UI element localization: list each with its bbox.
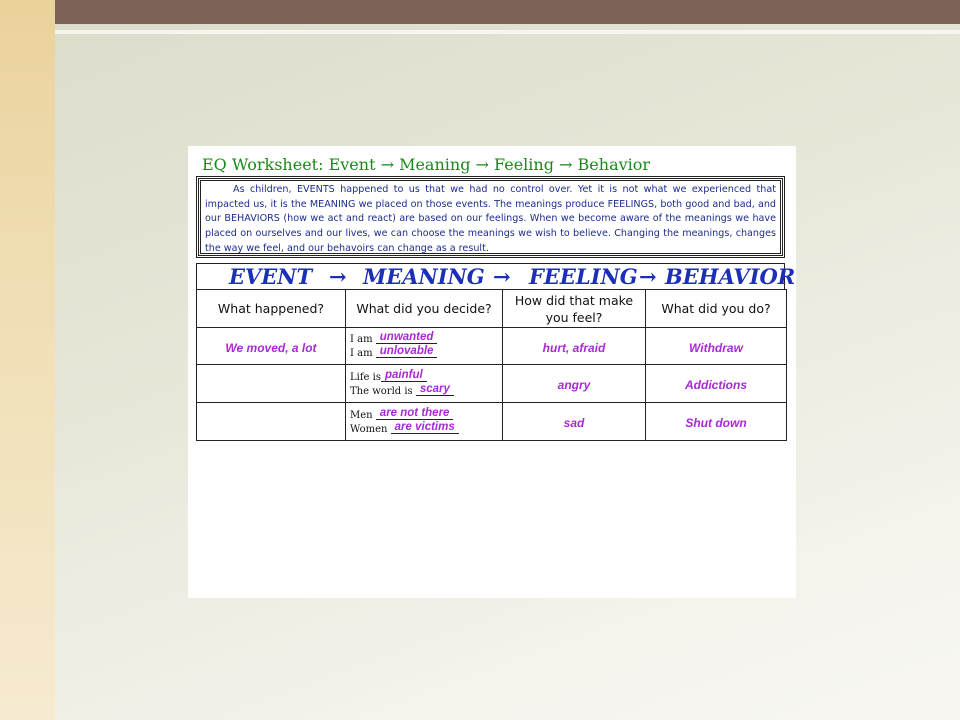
meaning-prefix: The world is	[350, 385, 413, 397]
meaning-line	[350, 384, 498, 398]
meaning-line	[350, 346, 498, 360]
meaning-cell	[346, 328, 503, 365]
behavior-answer: Withdraw	[689, 340, 743, 355]
meaning-prefix: Women	[350, 423, 388, 435]
table-row	[197, 365, 787, 403]
event-cell	[197, 328, 346, 365]
banner-event: EVENT	[229, 264, 313, 289]
event-answer: We moved, a lot	[225, 340, 317, 355]
feeling-answer: hurt, afraid	[542, 340, 606, 355]
meaning-answer: scary	[416, 384, 454, 396]
behavior-answer: Addictions	[685, 378, 747, 392]
column-header: What happened?	[197, 290, 346, 328]
behavior-cell	[646, 328, 787, 365]
feeling-cell	[503, 365, 646, 403]
meaning-prefix: Men	[350, 409, 373, 421]
feeling-cell	[503, 403, 646, 441]
left-accent-bar	[0, 0, 55, 720]
column-header: What did you do?	[646, 290, 787, 328]
column-banner	[196, 263, 796, 289]
worksheet-image	[188, 146, 796, 598]
meaning-line	[350, 332, 498, 346]
behavior-cell	[646, 403, 787, 441]
worksheet-table	[196, 289, 787, 441]
feeling-cell	[503, 328, 646, 365]
meaning-answer: are victims	[391, 422, 459, 434]
meaning-answer: painful	[381, 370, 427, 382]
meaning-answer: unwanted	[376, 332, 438, 344]
top-accent-bar	[55, 0, 960, 24]
meaning-line	[350, 422, 498, 436]
meaning-prefix: I am	[350, 334, 373, 345]
column-header: How did that make you feel?	[503, 290, 646, 328]
table-row	[197, 403, 787, 441]
banner-feeling: FEELING	[529, 264, 638, 289]
banner-meaning: MEANING	[363, 264, 485, 289]
behavior-cell	[646, 365, 787, 403]
banner-arrow-3: →	[639, 264, 657, 289]
banner-arrow-2: →	[493, 264, 511, 289]
feeling-answer: sad	[563, 416, 585, 430]
worksheet-title: EQ Worksheet: Event → Meaning → Feeling → Behavior	[202, 155, 651, 174]
top-accent-line	[55, 30, 960, 34]
event-cell	[197, 403, 346, 441]
intro-box	[196, 176, 785, 258]
meaning-line	[350, 370, 498, 384]
table-row	[197, 328, 787, 365]
behavior-answer: Shut down	[685, 416, 747, 430]
meaning-prefix: Life is	[350, 371, 381, 383]
banner-arrow-1: →	[329, 264, 347, 289]
intro-text: As children, EVENTS happened to us that we had no control over. Yet it is not what we experienced that impacted us, it is the MEANING we placed on those events. The meanings produce FEELINGS, both good and bad, and our BEHAVIORS (how we act and react) are based on our feelings. When we become aware of the meanings we have placed on ourselves and our lives, we can choose the meanings we wish to believe. Changing the meanings, changes the way we feel, and our behavoirs can change as a result.	[205, 184, 776, 254]
table-header-row	[197, 290, 787, 328]
feeling-answer: angry	[557, 378, 591, 392]
banner-behavior: BEHAVIOR	[665, 264, 796, 289]
meaning-line	[350, 408, 498, 422]
event-cell	[197, 365, 346, 403]
meaning-answer: unlovable	[376, 346, 438, 358]
meaning-prefix: I am	[350, 348, 373, 359]
column-header: What did you decide?	[346, 290, 503, 328]
meaning-answer: are not there	[376, 408, 454, 420]
meaning-cell	[346, 403, 503, 441]
meaning-cell	[346, 365, 503, 403]
